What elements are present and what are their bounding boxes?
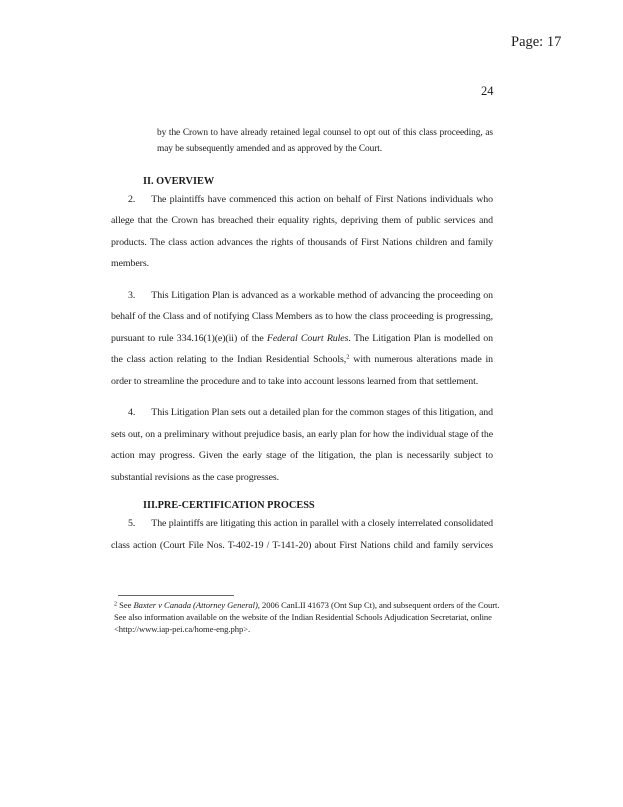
text-run: This Litigation Plan sets out a detailed plan for the common stages of this litigation, and xyxy=(151,407,493,419)
paragraph-4 xyxy=(111,402,493,488)
footnote-marker: 2 xyxy=(114,601,117,608)
text-run: The plaintiffs are litigating this action in parallel with a closely interrelated consolidated xyxy=(151,518,493,530)
text-line xyxy=(111,189,493,211)
text-line: may be subsequently amended and as approved by the Court. xyxy=(157,143,383,154)
document-page-number: 24 xyxy=(481,84,494,98)
italic-case-name: Baxter v Canada (Attorney General) xyxy=(133,600,258,610)
text-line: products. The class action advances the rights of thousands of First Nations children and family xyxy=(111,236,493,248)
text-line xyxy=(111,349,493,371)
italic-case-name: Federal Court Rules xyxy=(266,332,349,344)
text-run: the class action relating to the Indian Residential Schools, xyxy=(111,354,347,366)
text-line: members. xyxy=(111,258,150,270)
text-run: with numerous alterations made in xyxy=(349,354,493,366)
text-line: sets out, on a preliminary without prejudice basis, an early plan for how the individual stage of the xyxy=(111,428,493,440)
text-line: order to streamline the procedure and to take into account lessons learned from that settlement. xyxy=(111,375,479,387)
paragraph-number: 3. xyxy=(128,289,136,301)
document-body xyxy=(111,126,493,566)
section-heading-pre-certification: III.PRE-CERTIFICATION PROCESS xyxy=(143,500,315,512)
paragraph-number: 5. xyxy=(128,518,136,530)
text-line xyxy=(111,285,493,307)
paragraph-number: 2. xyxy=(128,193,136,205)
text-run: This Litigation Plan is advanced as a workable method of advancing the proceeding on xyxy=(151,289,493,301)
text-line: action may progress. Given the early stage of the litigation, the plan is necessarily subject to xyxy=(111,450,493,462)
footnote-block xyxy=(111,590,513,636)
text-line xyxy=(111,402,493,424)
text-line: behalf of the Class and of notifying Class Members as to how the class proceeding is progressing, xyxy=(111,311,493,323)
text-run: , 2006 CanLII 41673 (Ont Sup Ct), and subsequent orders of the Court. xyxy=(257,600,500,610)
text-run: See xyxy=(117,600,134,610)
footnote-line: See also information available on the website of the Indian Residential Schools Adjudication Secretariat, online xyxy=(114,612,492,623)
header-page-label: Page: 17 xyxy=(511,34,562,50)
text-line: substantial revisions as the case progresses. xyxy=(111,471,280,483)
footnote-line xyxy=(114,599,513,611)
paragraph-number: 4. xyxy=(128,407,136,419)
footnote-line: <http://www.iap-pei.ca/home-eng.php>. xyxy=(114,624,251,635)
text-run: pursuant to rule 334.16(1)(e)(ii) of the xyxy=(111,332,267,344)
text-line: class action (Court File Nos. T-402-19 / T-141-20) about First Nations child and family services xyxy=(111,539,493,551)
text-run: . The Litigation Plan is modelled on xyxy=(348,332,493,344)
paragraph-5 xyxy=(111,513,493,556)
text-run: The plaintiffs have commenced this action on behalf of First Nations individuals who xyxy=(151,193,493,205)
footnote-separator-line xyxy=(118,595,234,596)
continuation-paragraph xyxy=(157,126,493,158)
paragraph-3 xyxy=(111,285,493,393)
text-line xyxy=(111,513,493,535)
text-line: allege that the Crown has breached their equality rights, depriving them of public services and xyxy=(111,215,493,227)
section-heading-overview: II. OVERVIEW xyxy=(143,175,215,187)
text-line: by the Crown to have already retained legal counsel to opt out of this class proceeding, as xyxy=(157,128,493,138)
paragraph-2 xyxy=(111,189,493,275)
text-line xyxy=(111,328,493,350)
footnote-reference: 2 xyxy=(346,353,350,361)
